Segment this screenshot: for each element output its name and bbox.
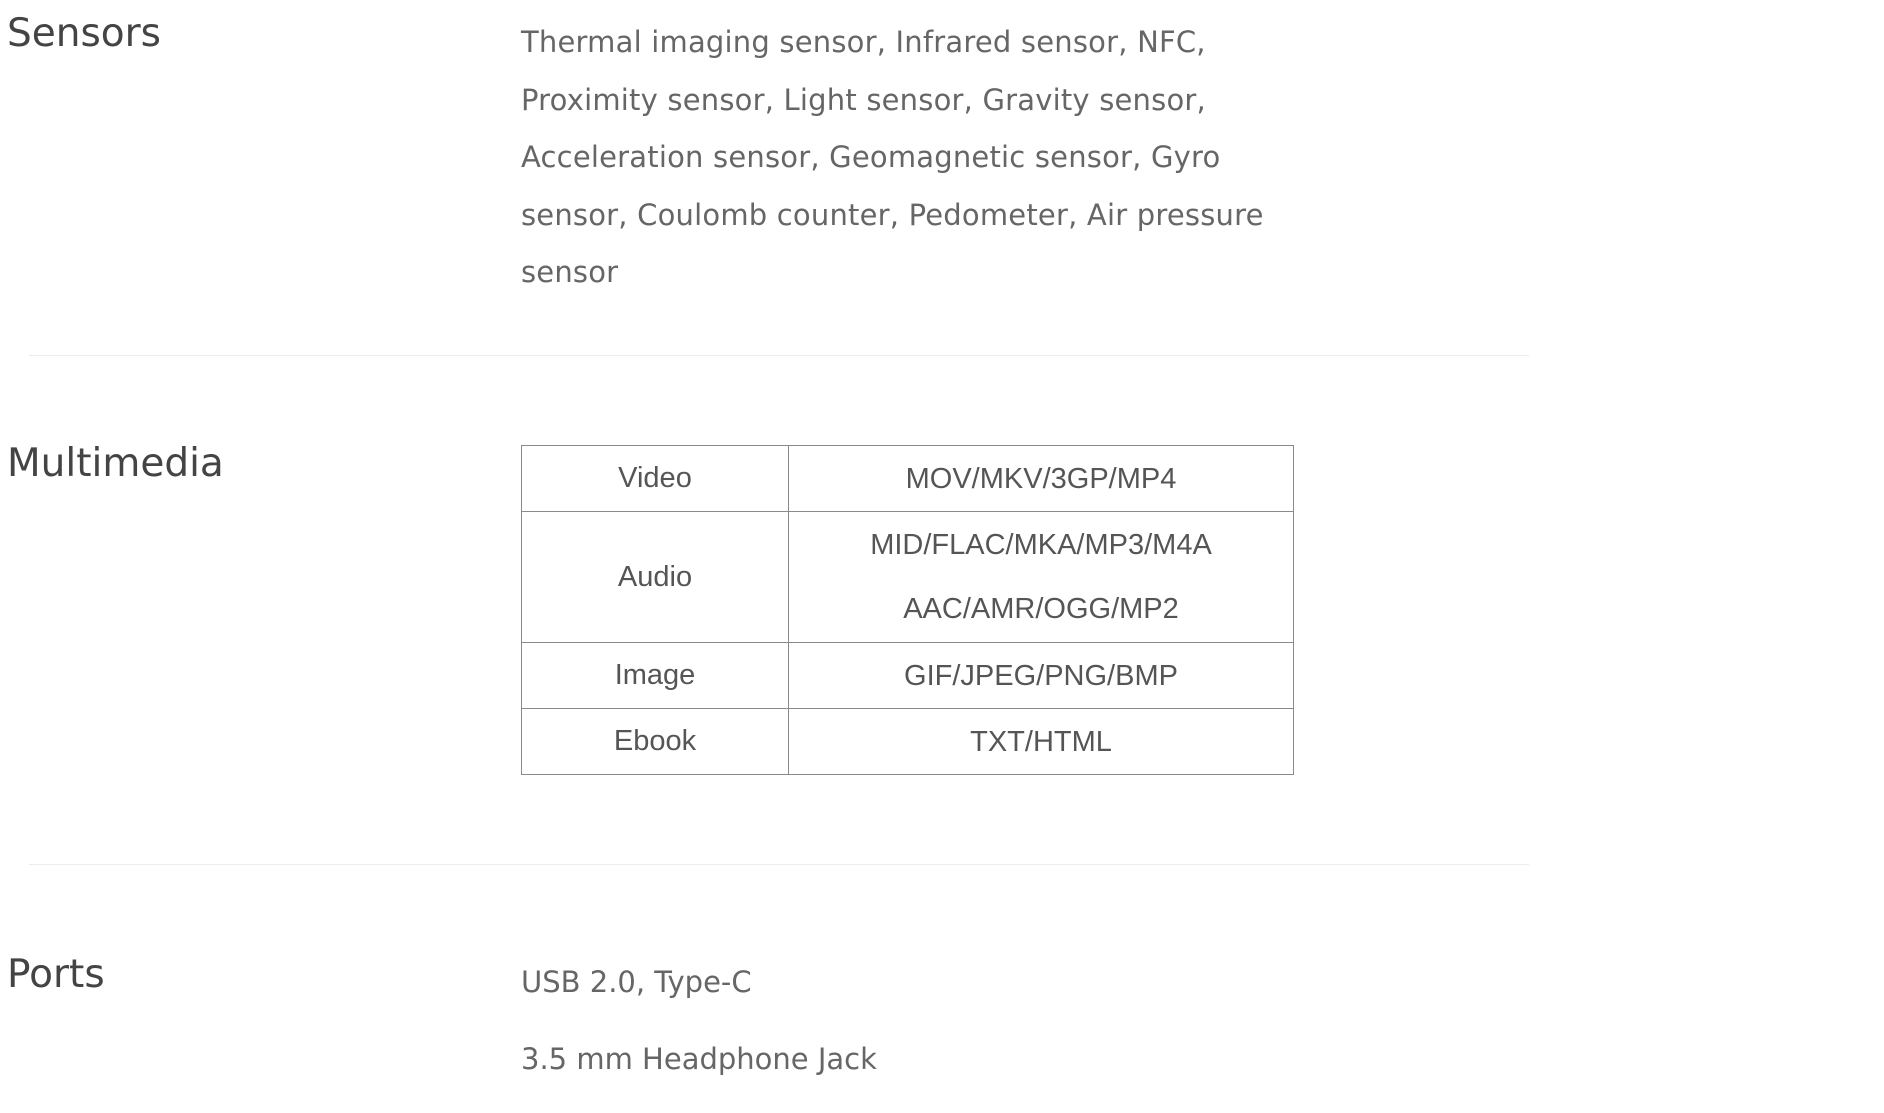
table-row-video [522, 446, 1294, 512]
format-value-line: TXT/HTML [970, 725, 1112, 758]
format-value-ebook [789, 709, 1294, 775]
format-label-video: Video [522, 446, 789, 512]
format-value-image [789, 643, 1294, 709]
format-value-line: GIF/JPEG/PNG/BMP [904, 659, 1178, 692]
port-item-headphone: 3.5 mm Headphone Jack [521, 1042, 877, 1076]
format-label-ebook: Ebook [522, 709, 789, 775]
sensors-body [521, 14, 1301, 302]
table-row-audio [522, 512, 1294, 643]
sensors-text: Thermal imaging sensor, Infrared sensor, NFC, Proximity sensor, Light sensor, Gravity sensor, Acceleration sensor, Geomagnetic sensor, Gyro sensor, Coulomb counter, Pedometer, Air pressure sensor [521, 25, 1264, 289]
ports-title: Ports [7, 952, 105, 997]
format-value-line: AAC/AMR/OGG/MP2 [903, 593, 1179, 625]
multimedia-title: Multimedia [7, 441, 224, 486]
divider-sensors [29, 355, 1529, 356]
multimedia-formats-table [521, 445, 1294, 775]
table-row-ebook [522, 709, 1294, 775]
format-value-audio [789, 512, 1294, 643]
port-item-usb: USB 2.0, Type-C [521, 965, 752, 999]
format-value-line: MID/FLAC/MKA/MP3/M4A [870, 529, 1212, 561]
divider-multimedia [29, 864, 1529, 865]
multimedia-body [521, 445, 1301, 775]
format-value-video [789, 446, 1294, 512]
format-value-line: MOV/MKV/3GP/MP4 [905, 462, 1177, 495]
format-label-audio: Audio [522, 512, 789, 643]
format-label-image: Image [522, 643, 789, 709]
sensors-title: Sensors [7, 11, 162, 56]
table-row-image [522, 643, 1294, 709]
